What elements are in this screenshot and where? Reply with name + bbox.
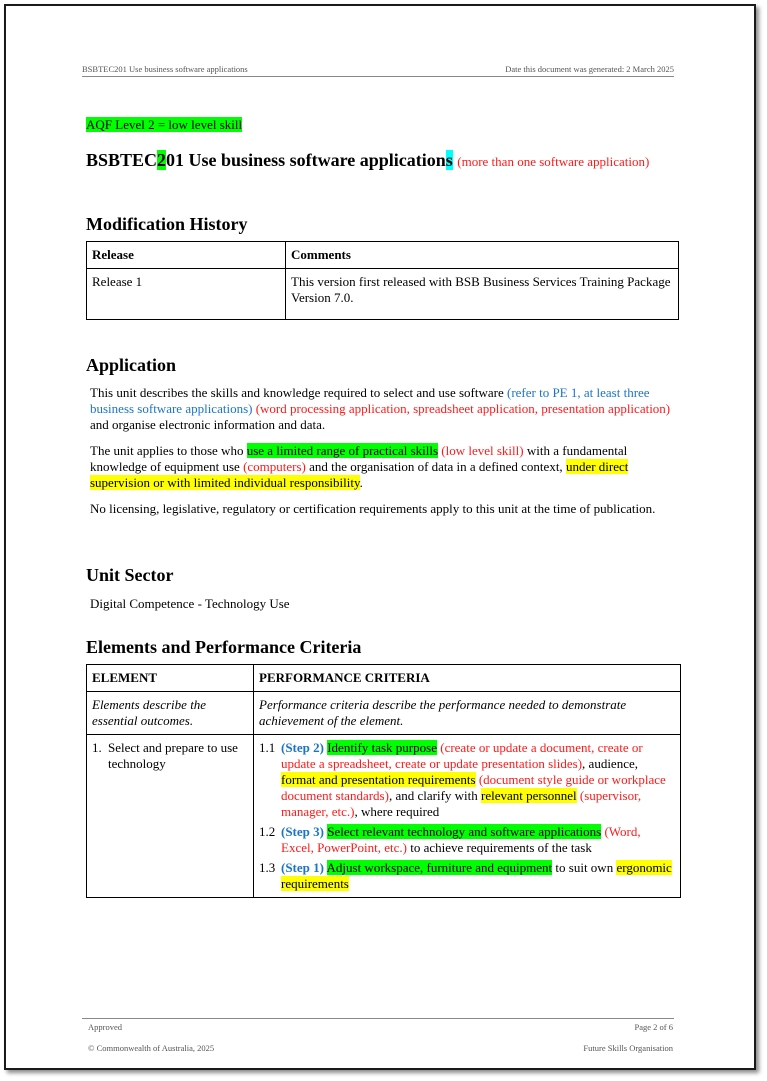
application-para-3: No licensing, legislative, regulatory or certification requirements apply to this unit at the time of publication.: [90, 501, 656, 516]
elements-heading: Elements and Performance Criteria: [86, 637, 362, 657]
header-date: Date this document was generated: 2 March 2025: [505, 64, 674, 74]
unit-sector-value: Digital Competence - Technology Use: [90, 596, 290, 611]
title-note: (more than one software application): [457, 154, 650, 169]
col-comments: Comments: [286, 242, 679, 269]
elements-table: [86, 664, 681, 898]
application-heading: Application: [86, 355, 177, 375]
table-row: [87, 692, 681, 735]
application-body: [90, 385, 674, 517]
release-cell: Release 1: [87, 269, 286, 320]
element-1-criteria: [254, 735, 681, 898]
element-1-text: Select and prepare to use technology: [108, 740, 238, 771]
footer-copyright: © Commonwealth of Australia, 2025: [88, 1043, 215, 1053]
aqf-level: AQF Level 2 = low level skill: [86, 117, 243, 132]
pc-description: Performance criteria describe the performance needed to demonstrate achievement of the element.: [254, 692, 681, 735]
modification-history-heading: Modification History: [86, 214, 248, 234]
unit-title: BSBTEC201 Use business software applications (more than one software application): [86, 150, 650, 170]
modification-history-table: [86, 241, 679, 320]
table-row: [87, 735, 681, 898]
criterion-1-3: 1.3 (Step 1) Adjust workspace, furniture and equipment to suit own ergonomic requirements: [259, 860, 672, 891]
criterion-1-2: 1.2 (Step 3) Select relevant technology and software applications (Word, Excel, PowerPoint, etc.) to achieve requirements of the task: [259, 824, 641, 855]
footer-approved: Approved: [88, 1022, 122, 1032]
table-row: [87, 269, 679, 320]
element-1: [87, 735, 254, 898]
unit-sector-heading: Unit Sector: [86, 565, 174, 585]
application-para-1: This unit describes the skills and knowledge required to select and use software (refer to PE 1, at least three business software applications) (word processing application, spreadsheet application, presentation application) and organise electronic information and data.: [90, 385, 671, 432]
element-1-number: 1.: [92, 740, 102, 755]
footer-divider: [82, 1018, 674, 1019]
header-unit: BSBTEC201 Use business software applications: [82, 64, 248, 74]
application-para-2: The unit applies to those who use a limited range of practical skills (low level skill) with a fundamental knowledge of equipment use (computers) and the organisation of data in a defined context, under direct supervision or with limited individual responsibility.: [90, 443, 629, 490]
col-release: Release: [87, 242, 286, 269]
criterion-1-1: 1.1 (Step 2) Identify task purpose (create or update a document, create or update a spreadsheet, create or update presentation slides), audience, format and presentation requirements (document style guide or workplace document standards), and clarify with relevant personnel (supervisor, manager, etc.), where required: [259, 740, 666, 819]
page-header: [82, 64, 674, 77]
footer-organisation: Future Skills Organisation: [583, 1043, 673, 1053]
col-performance-criteria: PERFORMANCE CRITERIA: [254, 665, 681, 692]
element-description: Elements describe the essential outcomes.: [87, 692, 254, 735]
footer-page-number: Page 2 of 6: [634, 1022, 673, 1032]
comment-cell: This version first released with BSB Business Services Training Package Version 7.0.: [286, 269, 679, 320]
col-element: ELEMENT: [87, 665, 254, 692]
